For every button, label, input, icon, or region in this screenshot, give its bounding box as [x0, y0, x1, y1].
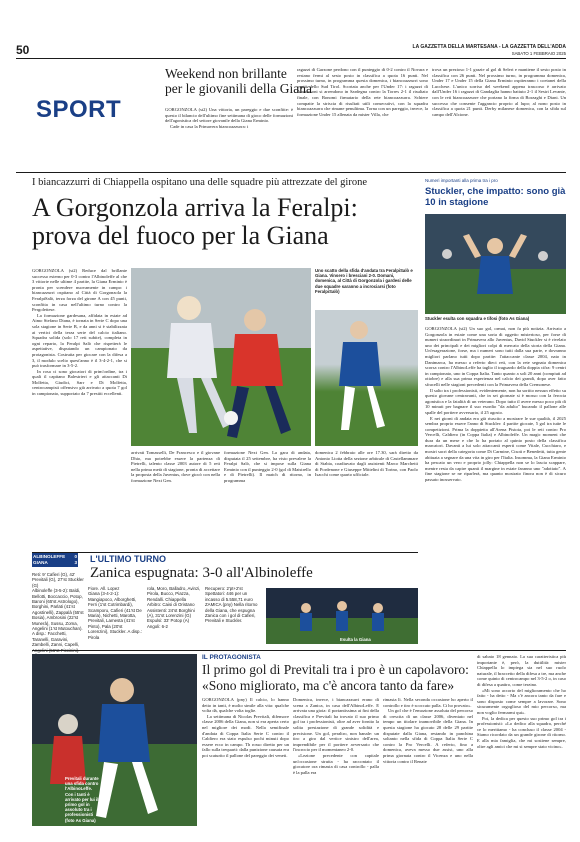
main-col-1 [32, 268, 127, 550]
interview-col-4-text: di sabato 18 gennaio. La sua caratteristica più importante è, però, la duttilità: mister Chiappella lo impiega sia nel suo ruolo naturale, il braccetto della difesa a tre, ma anche come quinto di centrocampo nel 3-5-2 o, in caso di difesa a quattro, come terzino. [477, 654, 566, 687]
match-rule [32, 552, 418, 553]
main-photo [131, 268, 311, 446]
header-rule [16, 58, 566, 59]
page-number: 50 [16, 43, 30, 57]
promo-text-2: Il salto tra i professionisti, evidentemente, non ha sortito nessun effetto su questo giovane centravanti, che in sei giornate si è mosso con la ferocia agonistica e la fatalità di un veterano. Dopo tutto il avere messo poco più di 10 minuti per bagnare il suo esordio "da adulto" bucando il pallone alle spalle del portiere avversario, il 25 agosto. [425, 387, 566, 415]
match-stats-1 [32, 572, 84, 647]
interview-col-1-text-b: La settimana di Nicolas Previtali, difensore classe 2006 della Giana, non si era aperta certo nel migliore dei modi. Nella semifinale d'andata di Coppa Italia Serie C contro il Caldiero era stato espulso pochi minuti dopo essere ecco in campo. Th rosso diretto per un fallo sulla trequarti: dalla punizione causata era poi scaturito il pallone del pareggio dei veneti. [202, 713, 289, 758]
main-title-line1: A Gorgonzola arriva la Feralpi: [32, 193, 358, 222]
section-label: SPORT [36, 96, 122, 123]
newspaper-name: LA GAZZETTA DELLA MARTESANA - LA GAZZETTA DELL'ADDA [412, 44, 566, 50]
interview-col-3 [383, 697, 473, 827]
celebration-illustration [425, 214, 566, 314]
team-score-1: 0 [74, 554, 77, 559]
brief-rule [16, 172, 566, 173]
match-stats-3 [147, 586, 201, 648]
interview-title-line1: Il primo gol di Previtali tra i pro è un capolavoro: [202, 662, 469, 677]
brief-col-1-text-b: Cade in casa la Primavera biancoazzurra: i [170, 123, 249, 129]
interview-col-4-text-b: «Mi sono accorto del miglioramento che ho fatto - ha detto - Ma c'è ancora tanto da fare e sono disposto come sempre a lavorare. Sono sicuramente orgoglioso del mio percorso, ma non voglio fermarmi qui». [477, 687, 566, 715]
match-stats-4-text: Recupero: 2'pt+2'st Spettatori: 446 per un incasso di 5.558,71 euro ZAMICA (pny) Nella ritorno della Giana, che espugna Zanica con i gol di Cafieri, Previtali e Stuckler. [205, 586, 258, 624]
player-illustration [315, 310, 418, 446]
interview-col-4-text-c: Poi, la dedica per questo suo primo gol tra i professionisti: «Lo dedico alla squadra, perché ce lo meritiamo - ha concluso il classe 2004 - Siamo ricordato da un grande girone di ritorno. E alla mia famiglia, che mi sostiene sempre, oltre agli amici che mi si sempre stato vicino». [477, 715, 566, 749]
brief-title-line1: Weekend non brillante [165, 66, 287, 81]
team-score-2: 3 [74, 560, 77, 565]
promo-title: Stuckler, che impatto: sono già 10 in stagione [425, 186, 566, 208]
brief-col-3 [432, 67, 566, 172]
brief-title-line2: per le giovanili della Giana [165, 81, 312, 96]
brief-col-3-text: trova un prezioso 1-1 grazie al gol di Seleri e mantiene il sesto posto in classifica con 26 punti. Nel prossimo turno, in programma domenica, Under 17 e Under 15 della Giana Erminio ospiteranno i coetanei della Lucchese. L'unico sorriso del weekend appena trascorso è arrivato dall'Under 16 i ragazzi di Gandaglia hanno battuto 2-1 il Sestri Levante, con le reti biancoazzurre che portano la firma di Borzaghi e Diani. Un successo che consente l'aggancio proprio al lupo; al nono posto in classifica a quota 21 punti. Derby milanese domenica, con la sfida sul campo dell'Alcione. [432, 67, 566, 117]
main-col-4 [315, 450, 418, 550]
brief-title [165, 66, 315, 96]
interview-col-4 [477, 654, 566, 827]
interview-label: IL PROTAGONISTA [202, 654, 261, 661]
match-stats-1-text: Reti: 9' Cafieri (G), 42' Previtali (G), 27'st Stuckler (G) Albinoleffe (3-5-2): Baldi, Bellotti, Boccaccio, Potop, Baroni (65'st Astrologo), Borghini, Parlati (41'st Agostinelli), Zappalà (55'st Bosia), Ambrosini (22'st Munerà), Sussu, Zoma, Angelini (1'st Mutouchan). A disp.: Facchetti, Taranelli, Garavini, Zambelli, Zanni, Capelli, [32, 572, 84, 648]
main-col-1-text: GORGONZOLA (st2) Reduce dal brillante successo esterno per 0-3 contro l'Albinoleffe al che 3 vittorie nelle ultime 4 partite, la Giana Erminio è pronta per scendere nuovamente in campo: i biancazzurri ospitano al Città di Gorgonzola la FeralpiSalò, terza forza del girone A con 45 punti, sconfitta in casa nell'ultimo turno contro la Pergolettese. [32, 268, 127, 313]
interview-col-2 [293, 697, 379, 827]
main-col-4-text: domenica 2 febbraio alle ore 17.30, sarà diretto da Antonio Liotta della sezione arbitrale di Castellammare di Stabia, coadiuvato dagli assistenti Marco Marchetti di Pordenone e Giuseppe Mittelini di Torino, con Paolo Isacchi come quarto ufficiale. [315, 450, 418, 478]
match-stats-2-text: Fiore. All. Lopez Giana (3-4-2-1): Mangiapoco, Alborghetti, Ferri (1'st Cotrimbardi), Scamporu, Cafieri (41'st De Maria), Nichetti, Marotta, Previtali, Lamesta (41'st Pinto), Pala (20'st Lorenzini), Stuckler. A disp.: Pirola [88, 586, 142, 640]
promo-text-1: GORGONZOLA (st2) Un suo gol, ormai, non fa più notizia. Arrivato a Gorgonzola in estate come una sorta di oggetto misterioso, per forse di numeri straordinari in Primavera allo Juventus, David Stuckler si è rivelato uno dei principali e dei migliori colpi di mercato della storia della Giana. Un'esagerazione, forse, ma i numeri sono tutti dalla sua parte, e dovranno migliori parlano tutti dopo partite: l'attaccante classe 2004, nato in Danimarca, ha messo a referto dieci reti, con la rete segnata domenica scorsa contro l'AlbinoLeffe ha taglio il traguardo della doppia cifra: 9 centri in campionato, uno in Coppa Italia. Tanto quanto a soli 20 anni (compiuti ad ottobre) e alla sua prima esperienza nel calcio dei grandi, dopo aver fatto sfracelli nelle stagioni precedenti con la Primavera della Cremonese. [425, 326, 566, 387]
main-kicker: I biancazzurri di Chiappella ospitano una delle squadre più attrezzate del girone [32, 177, 367, 188]
main-col-3 [224, 450, 311, 550]
match-title: Zanica espugnata: 3-0 all'Albinoleffe [90, 565, 313, 581]
brief-col-1-text: GORGONZOLA (st2) Una vittoria, un pareggio e due sconfitte: è questo il bilancio dell'ultimo fine settimana di gioco delle formazioni dell'agonistica del settore giovanile della Giana Erminio. [165, 107, 293, 124]
main-col-2-text: arrivati Tomasselli, De Francesco e il giovane Dhio, ma potrebbe essere la partenza di Pietrelli, talento classe 2003 autore di 5 reti nella prima metà di stagione, pronta di accettare la proposta della Juventus, dove giocò con nella formazione Next Gen. [131, 450, 220, 483]
interview-col-3-text: rimasta lì. Nella seconda occasione ho aperto il controllo e tiro è scoccato palla. Ci ho provato». [383, 697, 473, 708]
main-col-3-text: formazione Next Gen. La gara di andata, disputata il 25 settembre, ha visto prevalere la Feralpi Salò, che si impose sulla Giana Erminio con il punteggio 2-0 (gol di Maistrello e di Pietrelli). Il match di ritorno, in programma [224, 450, 311, 483]
defender-illustration [32, 654, 197, 826]
interview-col-2-text: Domenica, invece, i biancazzurri erano di scena a Zanica, in casa dell'AlbinoLeffe. E arrivata una gioia: il portantissima ai fini della classifica e Previtali ha trovato il suo primo gol tra i professionisti, oltre ad aver fornito la solita prestazione di grande solidità e precisione. Un gol, peraltro, non banale: un tiro a giro dal vertice sinistro dell'area, imprendibile per il portiere avversario che l'incrocio per il momentaneo 2-0. [293, 697, 379, 753]
main-col-1-text-b: La formazione gardesana, affidata in estate ad Aimo Stefano Diana, è tornata in Serie C dopo una sola stagione in Serie B, e da anni si è stabilizzata ai vertici della terza serie del calcio italiano. Squadra solida (solo 17 reti subite), completa in ogni reparto, la Feralpi Salò che rispetterà le aspettative, disputando un campionato da protagonista. Costruita per giocare con la difesa a 3, il modulo scelto quest'anno è il 3-4-2-1, che si può trasformare in 3-5-2. [32, 312, 127, 369]
team-name-2: GIANA [33, 560, 48, 565]
match-stats-4 [205, 586, 261, 648]
match-stats-3-text: rola, Moro, Balladro, Avinzi, Pirola, Bucco, Piazza, Rendalli. Chiappella Arbitro: Caisi di Oristano Assistenti: 24'st Borghini (A), 31'st Lorenzini (G) Espulsi: 33' Potop (A) Angoli: 6-2 [147, 586, 201, 629]
promo-photo-caption: Stuckler esulta con squadra e tifosi (foto As Giana) [425, 316, 530, 321]
promo-label: Numeri importanti alla prima tra i pro [425, 178, 498, 183]
interview-col-1 [202, 697, 289, 827]
match-stats-2 [88, 586, 143, 648]
team-celebration-illustration [266, 588, 418, 644]
match-photo [266, 588, 418, 644]
interview-col-1-text: GORGONZOLA (pny) Il calcio, lo hanno detto in tanti, è molto simile alla vita: qualche volta dà, qualche volta toglie. [202, 697, 289, 714]
match-photo-caption: Esulta la Giana [340, 637, 371, 642]
promo-text [425, 326, 566, 596]
interview-photo [32, 654, 197, 826]
interview-col-2-text-b: «Lezione precedente con capitale un'occasione strutta - ha raccontato il giocatore ora rimasta di casa controllo - palla è la palla era [293, 752, 379, 775]
main-photo-caption: Uno scatto della sfida d'andata tra FeralpiSalò e Giana. Vinsero i bresciani 2-0. Domani, domenica, al Città di Gorgonzola i gardesi delle due squadre saranno a incrociarsi (foto FeralpiSalò) [315, 268, 413, 294]
interview-col-3-text-b: Un gol che è l'emozione assoluta del percorso di crescita di un classe 2006, diventato nel tempo un titolare inamovibile della Giana. In questa stagione ha giocato 28 delle 29 partite disputate dalla Giana, restando in panchina soltanto nella sfida di Coppa Italia Serie C contro la Pro Vercelli. A referto, fino a domenica, aveva messo due assist, uno alla prima giornata contro il Vicenza e uno nella vittoria contro il Renate [383, 708, 473, 764]
interview-photo-caption: Previtali durante una sfida contro l'AlbinoLeffe. Con i tanti è arrivato per lui il primo gol in assoluto tra i professionisti (foto As Giana) [65, 776, 99, 823]
main-col-1-text-c: In rosa ci sono giocatori di prim'ordine, tra i quali il capitano Balestrieri e gli attaccanti Di Molfetta, Giudici, Sarr e Di Molfetta, centrocampisti offensivo già arrivato a quota 7 gol in campionato, supportato da 7 prestiti eccellenti. [32, 368, 127, 397]
brief-col-2-text: ragazzi di Garzone perdono con il punteggio di 0-2 contro il Novara e restano fermi al sesto posto in classifica a quota 16 punti. Nel prossimo turno, in programma questa domenica, i biancoazzurri sono ospiti dello Sud Tirol. Scortata anche per l'Under 17: i ragazzi di Ambrosoni si arrendono in Sardegna contro la Torres 2-1 il risultato finale, con Bonomi firmatario della rete biancoazzurra. Schiere compatte la striscia di risultati utili consecutivi, con la squadra biancoazzurra che rimane penultima. Torna con un pareggio, invece, la formazione Under 15 allenata da mister Villa, che [297, 67, 428, 117]
main-col-2 [131, 450, 220, 550]
interview-title-line2: «Sono migliorato, ma c'è ancora tanto da fare» [202, 677, 455, 693]
main-title [32, 194, 422, 250]
main-title-line2: prova del fuoco per la Giana [32, 221, 329, 250]
match-label: L'ULTIMO TURNO [90, 554, 166, 564]
main-photo-right [315, 310, 418, 446]
soccer-players-illustration [131, 268, 311, 446]
interview-rule [32, 650, 566, 651]
team-name-1: ALBINOLEFFE [33, 554, 66, 559]
brief-col-2 [297, 67, 428, 172]
brief-col-1 [165, 107, 293, 167]
score-row-2 [33, 560, 77, 565]
promo-text-3: E nei giorni di andata era già riuscito a mostrare le sue qualità, il 2025 sembra proprio essere l'anno di Stuckler: 4 partite giocate, 5 gol tra tutte le competizioni. Prima la doppietta all'Arena Pistoia, poi le reti contro Pro Vercelli, Caldiero (in Coppa Italia) e Albinoleffe. Un magic moment che dura da un mese e che lo ha portato al quinto posto della classifica marcatori. Davanti a lui solo attaccanti esperti come Vitale, Cucchiaro, e mostri sacri della categoria come Di Carmine, Cisoti e Benedetti, tutta gente abituata a segnare da una vita in giro per l'Italia. Insomma, la Giana Erminio ha pescato un vero e proprio jolly: Chiappella non se lo lascia scappare, mentre resta da capire quanti il margine in estate faranno uno "adottato". A fine stagione se ne riparlerà, ma quanto mostrato finora non è di sicuro passato inosservato. [425, 415, 566, 483]
score-row-1 [33, 554, 77, 559]
issue-date: SABATO 1 FEBBRAIO 2025 [511, 51, 566, 56]
promo-photo [425, 214, 566, 314]
